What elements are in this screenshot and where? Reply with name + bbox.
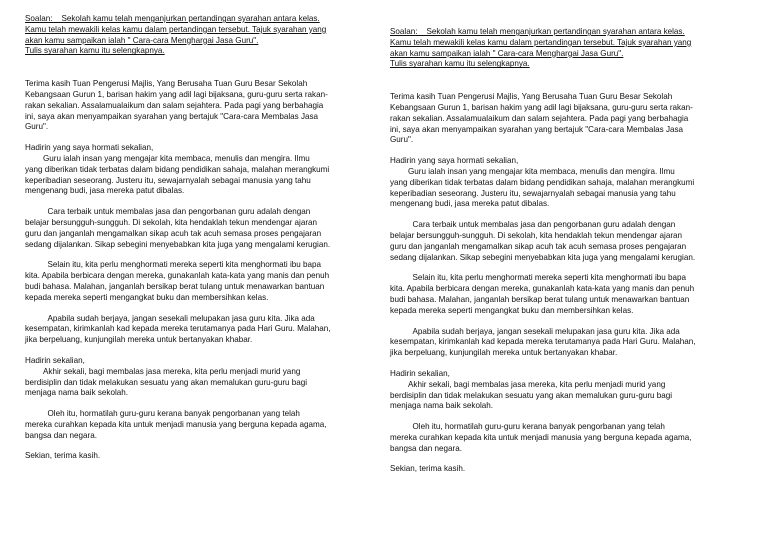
right-column bbox=[390, 0, 752, 474]
paragraph-selain-itu: Selain itu, kita perlu menghormati mereka seperti kita menghormati ibu bapa kita. Apabila berbicara dengan mereka, gunakanlah kata-kata yang manis dan penuh budi bahasa. Malahan, janganlah bersikap berat tulang untuk menawarkan bantuan kepada mereka seperti mengangkat buku dan membersihkan kelas. bbox=[25, 260, 330, 302]
question-prompt: Soalan: Sekolah kamu telah menganjurkan pertandingan syarahan antara kelas. Kamu telah mewakili kelas kamu dalam pertandingan tersebut. Tajuk syarahan yang akan kamu sampaikan ialah " Cara-cara Menghargai Jasa Guru". Tulis syarahan kamu itu selengkapnya. bbox=[390, 27, 692, 69]
paragraph-akhir-sekali: Hadirin sekalian, Akhir sekali, bagi membalas jasa mereka, kita perlu menjadi murid yang berdisiplin dan tidak melakukan sesuatu yang akan memalukan guru-guru bagi menjaga nama baik sekolah. bbox=[25, 355, 308, 398]
paragraph-oleh-itu: Oleh itu, hormatilah guru-guru kerana banyak pengorbanan yang telah mereka curahkan kepada kita untuk menjadi manusia yang berguna kepada agama, bangsa dan negara. bbox=[25, 409, 327, 440]
opening-paragraph: Terima kasih Tuan Pengerusi Majlis, Yang Berusaha Tuan Guru Besar Sekolah Kebangsaan Gurun 1, barisan hakim yang adil lagi bijaksana, guru-guru serta rakan- rakan sekalian. Assalamualaikum dan salam sejahtera. Pada pagi yang berbahagia ini, saya akan menyampaikan syarahan yang bertajuk "Cara-cara Membalas Jasa Guru". bbox=[390, 92, 693, 145]
closing-line: Sekian, terima kasih. bbox=[390, 463, 466, 473]
opening-paragraph: Terima kasih Tuan Pengerusi Majlis, Yang Berusaha Tuan Guru Besar Sekolah Kebangsaan Gurun 1, barisan hakim yang adil lagi bijaksana, guru-guru serta rakan- rakan sekalian. Assalamualaikum dan salam sejahtera. Pada pagi yang berbahagia ini, saya akan menyampaikan syarahan yang bertajuk "Cara-cara Membalas Jasa Guru". bbox=[25, 79, 328, 132]
left-column bbox=[25, 0, 380, 461]
paragraph-guru: Hadirin yang saya hormati sekalian, Guru ialah insan yang mengajar kita membaca, menulis dan mengira. Ilmu yang diberikan tidak terbatas dalam bidang pendidikan sahaja, malahan merangkumi keperibadian seseorang. Justeru itu, sewajarnyalah sebagai manusia yang tahu mengenang budi, jasa mereka patut dibalas. bbox=[25, 143, 330, 196]
paragraph-guru: Hadirin yang saya hormati sekalian, Guru ialah insan yang mengajar kita membaca, menulis dan mengira. Ilmu yang diberikan tidak terbatas dalam bidang pendidikan sahaja, malahan merangkumi keperibadian seseorang. Justeru itu, sewajarnyalah sebagai manusia yang tahu mengenang budi, jasa mereka patut dibalas. bbox=[390, 156, 695, 209]
paragraph-apabila: Apabila sudah berjaya, jangan sesekali melupakan jasa guru kita. Jika ada kesempatan, kirimkanlah kad kepada mereka terutamanya pada Hari Guru. Malahan, jika berpeluang, kunjungilah mereka untuk bertanyakan khabar. bbox=[390, 326, 696, 358]
question-prompt: Soalan: Sekolah kamu telah menganjurkan pertandingan syarahan antara kelas. Kamu telah mewakili kelas kamu dalam pertandingan tersebut. Tajuk syarahan yang akan kamu sampaikan ialah " Cara-cara Menghargai Jasa Guru". Tulis syarahan kamu itu selengkapnya. bbox=[25, 14, 327, 56]
closing-line: Sekian, terima kasih. bbox=[25, 450, 101, 460]
paragraph-akhir-sekali: Hadirin sekalian, Akhir sekali, bagi membalas jasa mereka, kita perlu menjadi murid yang berdisiplin dan tidak melakukan sesuatu yang akan memalukan guru-guru bagi menjaga nama baik sekolah. bbox=[390, 368, 673, 411]
paragraph-cara-terbaik: Cara terbaik untuk membalas jasa dan pengorbanan guru adalah dengan belajar bersungguh-sungguh. Di sekolah, kita hendaklah tekun mendengar ajaran guru dan janganlah mengamalkan sikap acuh tak acuh semasa proses pengajaran sedang dijalankan. Sikap sebegini menyebabkan kita juga yang mengalami kerugian. bbox=[390, 220, 696, 262]
paragraph-apabila: Apabila sudah berjaya, jangan sesekali melupakan jasa guru kita. Jika ada kesempatan, kirimkanlah kad kepada mereka terutamanya pada Hari Guru. Malahan, jika berpeluang, kunjungilah mereka untuk bertanyakan khabar. bbox=[25, 313, 331, 345]
paragraph-selain-itu: Selain itu, kita perlu menghormati mereka seperti kita menghormati ibu bapa kita. Apabila berbicara dengan mereka, gunakanlah kata-kata yang manis dan penuh budi bahasa. Malahan, janganlah bersikap berat tulang untuk menawarkan bantuan kepada mereka seperti mengangkat buku dan membersihkan kelas. bbox=[390, 273, 695, 315]
paragraph-oleh-itu: Oleh itu, hormatilah guru-guru kerana banyak pengorbanan yang telah mereka curahkan kepada kita untuk menjadi manusia yang berguna kepada agama, bangsa dan negara. bbox=[390, 422, 692, 453]
paragraph-cara-terbaik: Cara terbaik untuk membalas jasa dan pengorbanan guru adalah dengan belajar bersungguh-sungguh. Di sekolah, kita hendaklah tekun mendengar ajaran guru dan janganlah mengamalkan sikap acuh tak acuh semasa proses pengajaran sedang dijalankan. Sikap sebegini menyebabkan kita juga yang mengalami kerugian. bbox=[25, 207, 331, 249]
